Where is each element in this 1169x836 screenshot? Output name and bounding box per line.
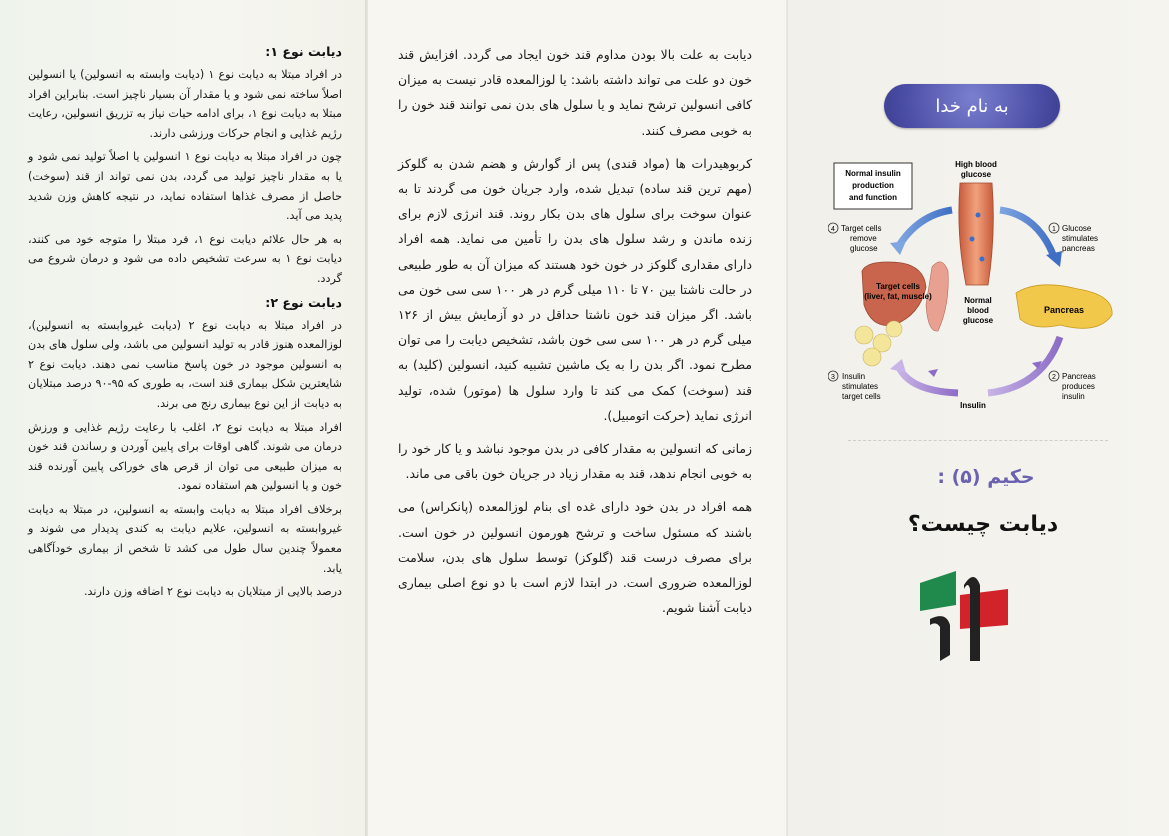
diagram-title-line3: and function	[849, 193, 897, 202]
main-title: دیابت چیست؟	[907, 512, 1059, 537]
type2-paragraph: در افراد مبتلا به دیابت نوع ۲ (دیابت غیروابسته به انسولین)، لوزالمعده هنوز قادر به تولید انسولین می باشد، ولی سلول های بدن به انسولین موجود در خون پاسخ مناسب نمی دهند. دیابت نوع ۲ شایعترین شکل بیماری قند است، به طوری که ۹۵-۹۰ درصد مبتلایان به دیابت از این نوع بیماری رنج می برند.	[28, 318, 342, 410]
target-cells-label-1: Target cells	[876, 282, 920, 291]
intro-paragraph: همه افراد در بدن خود دارای غده ای بنام لوزالمعده (پانکراس) می باشند که مسئول ساخت و ترشح هورمون انسولین در خون است. برای مصرف درست قند (گلوکز) توسط سلول های بدن، سلامت لوزالمعده ضروری است. در ابتدا لازم است با دو نوع اصلی بیماری دیابت آشنا شویم.	[398, 499, 752, 616]
type1-paragraph: به هر حال علائم دیابت نوع ۱، فرد مبتلا را متوجه خود می کنند، دیابت نوع ۱ به سرعت تشخیص داده می شود و درمان شروع می گردد.	[28, 232, 342, 285]
diagram-title-line2: production	[852, 181, 894, 190]
type1-paragraph: چون در افراد مبتلا به دیابت نوع ۱ انسولین یا اصلاً تولید نمی شود و یا به مقدار ناچیز تولید می گردد، بدن نمی تواند از قند (سوخت) حاصل از مصرف غذاها استفاده نماید، در نتیجه کاهش وزن شدید پدید می آید.	[28, 150, 342, 223]
step2-number: 2	[1052, 374, 1056, 381]
step4-number: 4	[831, 226, 835, 233]
organization-logo	[916, 565, 1012, 665]
step2-label-1: Pancreas	[1062, 372, 1096, 381]
step3-label-2: stimulates	[842, 382, 879, 391]
step3-number: 3	[831, 374, 835, 381]
series-title: حکیم (۵) :	[937, 466, 1035, 488]
arrow-insulin-out	[988, 337, 1060, 393]
diagram-title-line1: Normal insulin	[845, 169, 901, 178]
pancreas-label: Pancreas	[1043, 305, 1085, 315]
type2-paragraph: افراد مبتلا به دیابت نوع ۲، اغلب با رعایت رژیم غذایی و ورزش درمان می شوند. گاهی اوقات برای پایین آوردن و رساندن قند خون به میزان طبیعی می توان از قرص های خوراکی پایین آورنده قند خون و یا انسولین هم استفاده نمود.	[28, 420, 342, 493]
type1-heading: دیابت نوع ۱:	[265, 44, 342, 59]
step1-label-2: stimulates	[1062, 234, 1099, 243]
type2-paragraph: درصد بالایی از مبتلایان به دیابت نوع ۲ اضافه وزن دارند.	[83, 585, 342, 599]
step1-label-3: pancreas	[1062, 244, 1095, 253]
normal-glucose-label-2: blood	[967, 306, 989, 315]
step4-label-2: remove	[850, 234, 877, 243]
intro-paragraph: دیابت به علت بالا بودن مداوم قند خون ایجاد می گردد. افزایش قند خون دو علت می تواند داشته باشد: یا لوزالمعده قادر نیست به میزان کافی انسولین ترشح نماید و یا سلول های بدن نمی توانند قند خون را به خوبی مصرف کنند.	[398, 47, 752, 138]
step2-label-3: insulin	[1062, 392, 1085, 401]
normal-glucose-label-3: glucose	[962, 316, 994, 325]
step4-label-3: glucose	[850, 244, 878, 253]
middle-panel	[368, 0, 788, 836]
insulin-label: Insulin	[960, 401, 986, 410]
left-panel	[0, 0, 368, 836]
step4-label-1: Target cells	[841, 224, 882, 233]
normal-glucose-label-1: Normal	[964, 296, 992, 305]
target-cells-label-2: (liver, fat, muscle)	[864, 292, 932, 301]
step3-label-1: Insulin	[842, 372, 866, 381]
type2-text	[28, 316, 342, 602]
type2-heading: دیابت نوع ۲:	[265, 294, 342, 310]
blood-vessel	[959, 183, 993, 285]
arrow-to-pancreas	[1000, 210, 1054, 257]
intro-paragraph: زمانی که انسولین به مقدار کافی در بدن موجود نباشد و یا کار خود را به خوبی انجام ندهد، قند به مقدار زیاد در جریان خون باقی می ماند.	[398, 441, 752, 482]
intro-text	[398, 42, 752, 620]
step1-label-1: Glucose	[1062, 224, 1092, 233]
intro-paragraph: کربوهیدرات ها (مواد قندی) پس از گوارش و هضم شدن به گلوکز (مهم ترین قند ساده) تبدیل شده، وارد جریان خون می گردند تا به عنوان سوخت برای سلول های بدن بکار روند. قند انرژی لازم برای زنده ماندن و رشد سلول های بدن را تأمین می نماید. همه افراد دارای مقداری گلوکز در خون خود هستند که میزان آن به طور طبیعی در حالت ناشتا بین ۷۰ تا ۱۱۰ میلی گرم در هر ۱۰۰ سی سی خون می باشد. اگر میزان قند خون ناشتا حداقل در دو آزمایش بیش از ۱۲۶ میلی گرم در هر ۱۰۰ سی سی خون باشد، تشخیص دیابت را می توان مطرح نمود. اگر بدن را به یک ماشین تشبیه کنید، انسولین (کلید) به قند (سوخت) کمک می کند تا وارد سلول ها (موتور) شده، تولید انرژی نماید (حرکت اتومبیل).	[398, 155, 753, 423]
type1-paragraph: در افراد مبتلا به دیابت نوع ۱ (دیابت وابسته به انسولین) یا انسولین اصلاً ساخته نمی شود و یا مقدار آن بسیار ناچیز است. بنابراین افراد مبتلا به دیابت نوع ۱، برای ادامه حیات نیاز به تزریق انسولین، رعایت رژیم غذایی و انجام حرکات ورزشی دارند.	[28, 68, 342, 140]
step1-number: 1	[1052, 226, 1056, 233]
type1-text	[28, 65, 342, 289]
high-glucose-label-2: glucose	[960, 170, 992, 179]
high-glucose-label-1: High blood	[955, 160, 997, 169]
step2-label-2: produces	[1062, 382, 1095, 391]
arrow-insulin-to-cells	[898, 365, 958, 393]
arrow-to-target	[898, 210, 952, 247]
insulin-cycle-diagram	[828, 155, 1118, 415]
type2-paragraph: برخلاف افراد مبتلا به دیابت وابسته به انسولین، در مبتلا به دیابت غیروابسته به انسولین، علایم دیابت به کندی پدیدار می شوند و معمولاً چندین سال طول می کشد تا شخص از بیماری خودآگاهی یابد.	[28, 502, 342, 575]
bismillah-title: به نام خدا	[884, 84, 1060, 128]
divider	[848, 440, 1108, 441]
cover-panel	[788, 0, 1169, 836]
step3-label-3: target cells	[842, 392, 881, 401]
